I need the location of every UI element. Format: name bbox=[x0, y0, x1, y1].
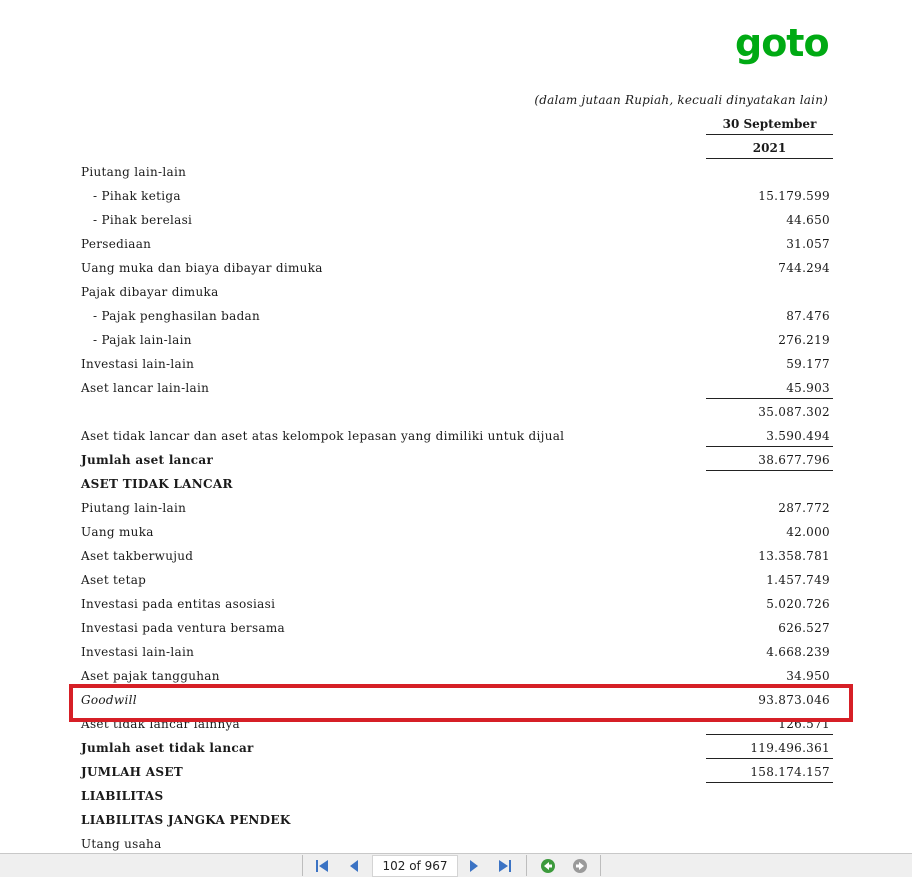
row-value: 87.476 bbox=[786, 309, 830, 323]
table-row bbox=[0, 233, 912, 257]
row-value: 3.590.494 bbox=[766, 429, 830, 443]
row-label: - Pajak lain-lain bbox=[93, 333, 192, 347]
toolbar-separator bbox=[600, 855, 601, 876]
row-value: 276.219 bbox=[778, 333, 830, 347]
row-label: Jumlah aset lancar bbox=[81, 453, 214, 467]
row-value: 1.457.749 bbox=[766, 573, 830, 587]
table-row bbox=[0, 785, 912, 809]
row-label: Jumlah aset tidak lancar bbox=[81, 741, 254, 755]
unit-note: (dalam jutaan Rupiah, kecuali dinyatakan lain) bbox=[534, 93, 828, 107]
table-row bbox=[0, 545, 912, 569]
table-row bbox=[0, 401, 912, 425]
table-row bbox=[0, 257, 912, 281]
row-label: Piutang lain-lain bbox=[81, 165, 187, 179]
table-row bbox=[0, 593, 912, 617]
row-value: 38.677.796 bbox=[758, 453, 830, 467]
row-label: Utang usaha bbox=[81, 837, 162, 851]
row-label: Piutang lain-lain bbox=[81, 501, 187, 515]
row-label: Aset takberwujud bbox=[81, 549, 194, 563]
subtotal-divider bbox=[706, 398, 833, 399]
table-row bbox=[0, 161, 912, 185]
row-label: Goodwill bbox=[81, 693, 137, 707]
row-value: 13.358.781 bbox=[758, 549, 830, 563]
row-label: Pajak dibayar dimuka bbox=[81, 285, 219, 299]
row-label: Investasi pada entitas asosiasi bbox=[81, 597, 276, 611]
table-row bbox=[0, 569, 912, 593]
column-header-year: 2021 bbox=[752, 141, 787, 155]
header-divider bbox=[706, 134, 833, 135]
row-value: 158.174.157 bbox=[750, 765, 830, 779]
row-value: 45.903 bbox=[786, 381, 830, 395]
row-value: 744.294 bbox=[778, 261, 830, 275]
prev-page-icon[interactable] bbox=[344, 856, 364, 876]
row-label: Investasi lain-lain bbox=[81, 645, 195, 659]
table-row bbox=[0, 473, 912, 497]
next-page-icon[interactable] bbox=[464, 856, 484, 876]
total-divider bbox=[706, 758, 833, 759]
row-value: 31.057 bbox=[786, 237, 830, 251]
row-value: 4.668.239 bbox=[766, 645, 830, 659]
table-row bbox=[0, 209, 912, 233]
row-label: Uang muka bbox=[81, 525, 154, 539]
back-icon[interactable] bbox=[538, 856, 558, 876]
header-divider bbox=[706, 158, 833, 159]
row-value: 35.087.302 bbox=[758, 405, 830, 419]
highlight-box bbox=[69, 684, 853, 722]
row-label: - Pajak penghasilan badan bbox=[93, 309, 261, 323]
forward-icon[interactable] bbox=[570, 856, 590, 876]
row-label: Aset pajak tangguhan bbox=[81, 669, 220, 683]
row-value: 126.571 bbox=[778, 717, 830, 731]
row-value: 287.772 bbox=[778, 501, 830, 515]
table-row bbox=[0, 809, 912, 833]
table-row bbox=[0, 185, 912, 209]
section-heading: LIABILITAS bbox=[81, 789, 164, 803]
page-navigation-toolbar bbox=[0, 853, 912, 877]
toolbar-separator bbox=[302, 855, 303, 876]
first-page-icon[interactable] bbox=[312, 856, 332, 876]
row-value: 15.179.599 bbox=[758, 189, 830, 203]
row-value: 5.020.726 bbox=[766, 597, 830, 611]
table-row bbox=[0, 281, 912, 305]
subtotal-divider bbox=[706, 446, 833, 447]
last-page-icon[interactable] bbox=[495, 856, 515, 876]
row-value: 44.650 bbox=[786, 213, 830, 227]
table-row bbox=[0, 641, 912, 665]
row-value: 93.873.046 bbox=[758, 693, 830, 707]
table-row bbox=[0, 497, 912, 521]
subtotal-divider bbox=[706, 734, 833, 735]
svg-text:goto: goto bbox=[735, 21, 829, 65]
row-label: Investasi lain-lain bbox=[81, 357, 195, 371]
row-label: Persediaan bbox=[81, 237, 152, 251]
table-row bbox=[0, 617, 912, 641]
row-label: - Pihak berelasi bbox=[93, 213, 193, 227]
row-label: Aset tetap bbox=[81, 573, 147, 587]
table-row bbox=[0, 305, 912, 329]
total-divider bbox=[706, 470, 833, 471]
row-value: 59.177 bbox=[786, 357, 830, 371]
row-label: - Pihak ketiga bbox=[93, 189, 181, 203]
page-indicator[interactable]: 102 of 967 bbox=[372, 855, 458, 877]
row-label: Aset tidak lancar dan aset atas kelompok lepasan yang dimiliki untuk dijual bbox=[81, 429, 565, 443]
row-value: 626.527 bbox=[778, 621, 830, 635]
section-heading: ASET TIDAK LANCAR bbox=[81, 477, 233, 491]
row-label: Aset tidak lancar lainnya bbox=[81, 717, 241, 731]
row-value: 42.000 bbox=[786, 525, 830, 539]
table-row bbox=[0, 521, 912, 545]
row-label: JUMLAH ASET bbox=[81, 765, 184, 779]
section-heading: LIABILITAS JANGKA PENDEK bbox=[81, 813, 291, 827]
row-value: 119.496.361 bbox=[750, 741, 830, 755]
row-label: Aset lancar lain-lain bbox=[81, 381, 210, 395]
row-label: Uang muka dan biaya dibayar dimuka bbox=[81, 261, 323, 275]
total-divider bbox=[706, 782, 833, 783]
table-row bbox=[0, 353, 912, 377]
column-header-date: 30 September bbox=[722, 117, 817, 131]
table-row bbox=[0, 329, 912, 353]
row-label: Investasi pada ventura bersama bbox=[81, 621, 286, 635]
goto-logo bbox=[735, 21, 829, 68]
toolbar-separator bbox=[526, 855, 527, 876]
row-value: 34.950 bbox=[786, 669, 830, 683]
